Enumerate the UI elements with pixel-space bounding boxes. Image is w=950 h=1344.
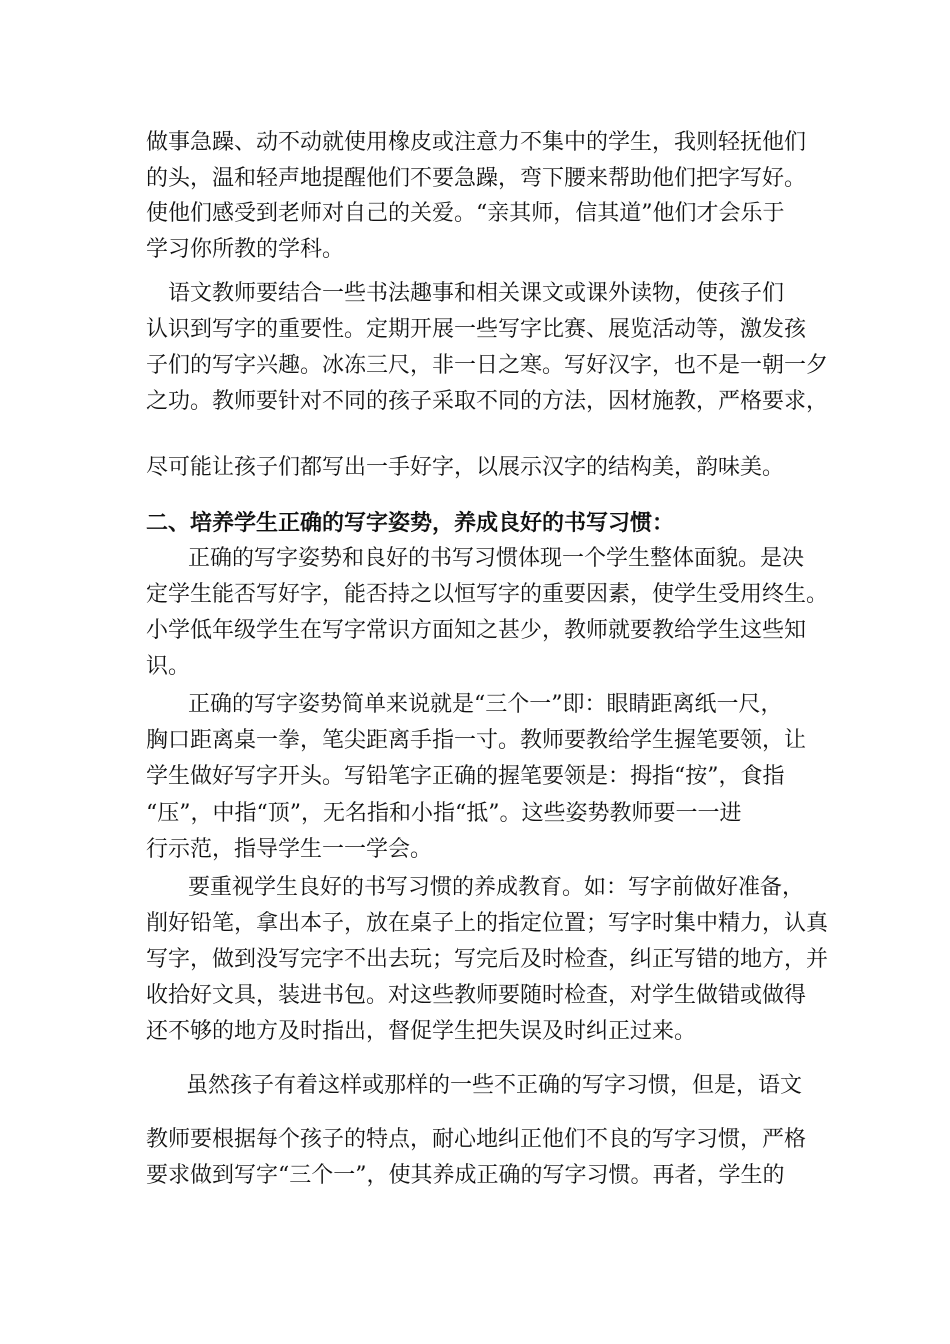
- text-line: 胸口距离桌一拳，笔尖距离手指一寸。教师要教给学生握笔要领，让: [146, 728, 807, 753]
- text-line: 虽然孩子有着这样或那样的一些不正确的写字习惯，但是，语文: [186, 1073, 803, 1098]
- text-line: 使他们感受到老师对自己的关爱。“亲其师，信其道”他们才会乐于: [146, 201, 785, 226]
- text-line: 认识到写字的重要性。定期开展一些写字比赛、展览活动等，激发孩: [146, 317, 807, 342]
- text-line: 学生做好写字开头。写铅笔字正确的握笔要领是：拇指“按”，食指: [146, 764, 785, 789]
- text-line: 语文教师要结合一些书法趣事和相关课文或课外读物，使孩子们: [168, 281, 785, 306]
- text-line: 要重视学生良好的书写习惯的养成教育。如：写字前做好准备，: [188, 875, 805, 900]
- text-line: 尽可能让孩子们都写出一手好字，以展示汉字的结构美，韵味美。: [146, 455, 785, 480]
- text-line: 写字，做到没写完字不出去玩；写完后及时检查，纠正写错的地方，并: [146, 947, 829, 972]
- text-line: 还不够的地方及时指出，督促学生把失误及时纠正过来。: [146, 1019, 697, 1044]
- text-line: 削好铅笔，拿出本子，放在桌子上的指定位置；写字时集中精力，认真: [146, 911, 829, 936]
- text-line: “压”，中指“顶”，无名指和小指“抵”。这些姿势教师要一一进: [146, 801, 742, 826]
- text-line: 正确的写字姿势和良好的书写习惯体现一个学生整体面貌。是决: [188, 546, 805, 571]
- text-line: 之功。教师要针对不同的孩子采取不同的方法，因材施教，严格要求，: [146, 389, 829, 414]
- section-heading: 二、培养学生正确的写字姿势，养成良好的书写习惯：: [146, 510, 675, 536]
- text-line: 子们的写字兴趣。冰冻三尺，非一日之寒。写好汉字，也不是一朝一夕: [146, 353, 829, 378]
- text-line: 教师要根据每个孩子的特点，耐心地纠正他们不良的写字习惯，严格: [146, 1127, 807, 1152]
- text-line: 要求做到写字“三个一”，使其养成正确的写字习惯。再者，学生的: [146, 1163, 785, 1188]
- text-line: 做事急躁、动不动就使用橡皮或注意力不集中的学生，我则轻抚他们: [146, 130, 807, 155]
- text-line: 正确的写字姿势简单来说就是“三个一”即：眼睛距离纸一尺，: [188, 692, 783, 717]
- text-line: 收拾好文具，装进书包。对这些教师要随时检查，对学生做错或做得: [146, 983, 807, 1008]
- text-line: 定学生能否写好字，能否持之以恒写字的重要因素，使学生受用终生。: [146, 582, 829, 607]
- text-line: 行示范，指导学生一一学会。: [146, 837, 433, 862]
- text-line: 的头，温和轻声地提醒他们不要急躁，弯下腰来帮助他们把字写好。: [146, 166, 807, 191]
- text-line: 识。: [146, 654, 191, 679]
- text-line: 小学低年级学生在写字常识方面知之甚少，教师就要教给学生这些知: [146, 618, 807, 643]
- text-line: 学习你所教的学科。: [146, 237, 345, 262]
